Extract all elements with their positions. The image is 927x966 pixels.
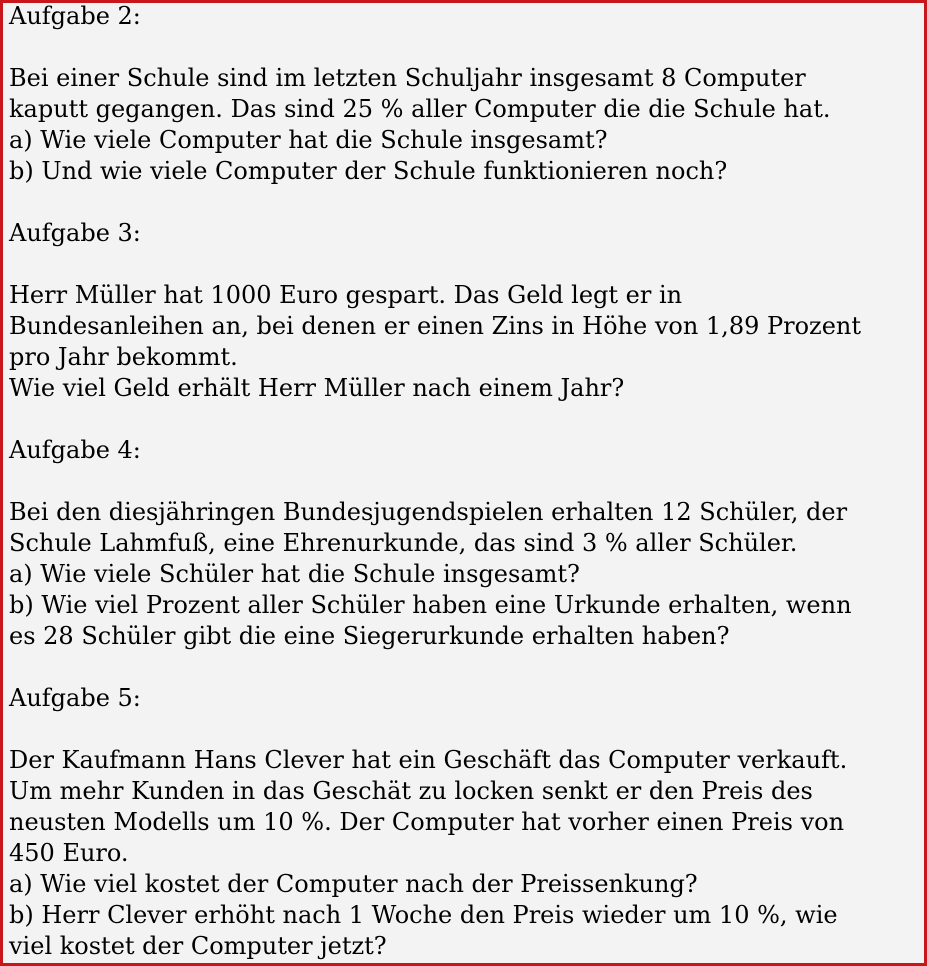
task-heading: Aufgabe 5: (9, 684, 141, 712)
task-text-line: kaputt gegangen. Das sind 25 % aller Computer die die Schule hat. (9, 95, 831, 123)
spacer (9, 652, 927, 683)
task-question-b: b) Und wie viele Computer der Schule funktionieren noch? (9, 157, 728, 185)
task-text-line: 450 Euro. (9, 839, 129, 867)
task-question-b: b) Herr Clever erhöht nach 1 Woche den Preis wieder um 10 %, wie (9, 901, 838, 929)
task-text-line: Der Kaufmann Hans Clever hat ein Geschäft das Computer verkauft. (9, 746, 848, 774)
worksheet-content (9, 1, 927, 962)
spacer (9, 187, 927, 218)
task-text-line: es 28 Schüler gibt die eine Siegerurkunde erhalten haben? (9, 622, 730, 650)
spacer (9, 466, 927, 497)
spacer (9, 249, 927, 280)
task-text-line: Bei einer Schule sind im letzten Schuljahr insgesamt 8 Computer (9, 64, 806, 92)
spacer (9, 714, 927, 745)
task-4 (9, 435, 927, 683)
task-text-line: Bundesanleihen an, bei denen er einen Zins in Höhe von 1,89 Prozent (9, 312, 861, 340)
task-text-line: Um mehr Kunden in das Geschät zu locken senkt er den Preis des (9, 777, 813, 805)
task-question-a: a) Wie viele Computer hat die Schule insgesamt? (9, 126, 608, 154)
task-text-line: pro Jahr bekommt. (9, 343, 238, 371)
task-question-a: a) Wie viel kostet der Computer nach der Preissenkung? (9, 870, 698, 898)
task-text-line: Bei den diesjähringen Bundesjugendspielen erhalten 12 Schüler, der (9, 498, 848, 526)
task-text-line: neusten Modells um 10 %. Der Computer hat vorher einen Preis von (9, 808, 845, 836)
task-heading: Aufgabe 4: (9, 436, 141, 464)
task-heading: Aufgabe 2: (9, 2, 141, 30)
task-question: Wie viel Geld erhält Herr Müller nach einem Jahr? (9, 374, 625, 402)
spacer (9, 404, 927, 435)
spacer (9, 32, 927, 63)
task-5 (9, 683, 927, 962)
task-text-line: Herr Müller hat 1000 Euro gespart. Das Geld legt er in (9, 281, 683, 309)
task-question-a: a) Wie viele Schüler hat die Schule insgesamt? (9, 560, 580, 588)
task-question-b: b) Wie viel Prozent aller Schüler haben eine Urkunde erhalten, wenn (9, 591, 852, 619)
task-text-line: Schule Lahmfuß, eine Ehrenurkunde, das sind 3 % aller Schüler. (9, 529, 798, 557)
task-2 (9, 1, 927, 218)
task-3 (9, 218, 927, 435)
task-heading: Aufgabe 3: (9, 219, 141, 247)
task-text-line: viel kostet der Computer jetzt? (9, 932, 387, 960)
